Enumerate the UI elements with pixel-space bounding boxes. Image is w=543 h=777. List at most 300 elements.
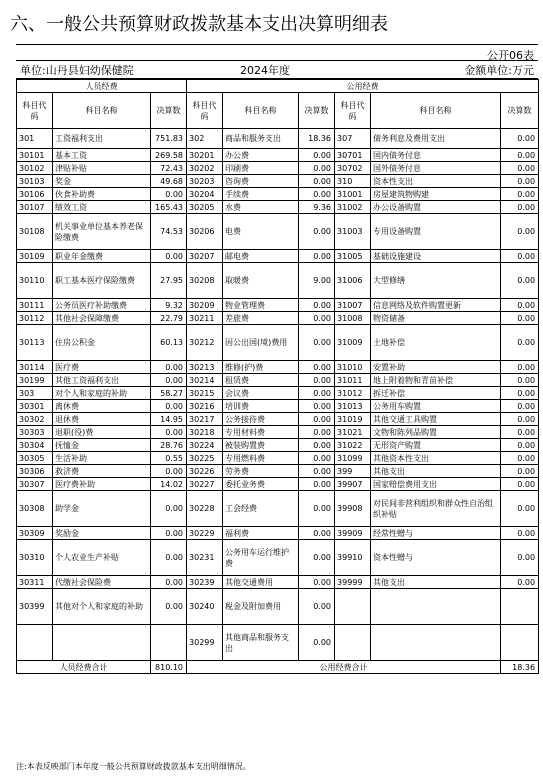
cell-name: 其他交通费用 bbox=[223, 576, 299, 589]
cell-name: 印刷费 bbox=[223, 162, 299, 175]
cell-name: 国家赔偿费用支出 bbox=[371, 478, 501, 491]
col-amount-header: 决算数 bbox=[501, 93, 539, 129]
cell-amount: 0.00 bbox=[501, 387, 539, 400]
cell-code: 30106 bbox=[17, 188, 53, 201]
info-bar bbox=[16, 60, 538, 79]
cell-amount: 0.00 bbox=[299, 527, 335, 540]
cell-code: 31005 bbox=[335, 250, 371, 263]
cell-code: 30208 bbox=[187, 263, 223, 299]
cell-code: 31002 bbox=[335, 201, 371, 214]
cell-amount: 0.00 bbox=[299, 478, 335, 491]
cell-name: 劳务费 bbox=[223, 465, 299, 478]
cell-name: 被装购置费 bbox=[223, 439, 299, 452]
cell-code: 30201 bbox=[187, 149, 223, 162]
cell-code bbox=[17, 625, 53, 661]
cell-name: 公务员医疗补助缴费 bbox=[53, 299, 151, 312]
cell-code: 30111 bbox=[17, 299, 53, 312]
cell-name: 拆迁补偿 bbox=[371, 387, 501, 400]
cell-name: 土地补偿 bbox=[371, 325, 501, 361]
col-amount-header: 决算数 bbox=[299, 93, 335, 129]
cell-code: 30299 bbox=[187, 625, 223, 661]
cell-code: 30204 bbox=[187, 188, 223, 201]
cell-code: 31012 bbox=[335, 387, 371, 400]
personnel-total-label: 人员经费合计 bbox=[17, 661, 151, 674]
col-name-header: 科目名称 bbox=[53, 93, 151, 129]
cell-amount: 60.13 bbox=[151, 325, 187, 361]
cell-code: 310 bbox=[335, 175, 371, 188]
cell-code: 39909 bbox=[335, 527, 371, 540]
cell-name: 退休费 bbox=[53, 413, 151, 426]
cell-name: 医疗费 bbox=[53, 361, 151, 374]
cell-code: 30302 bbox=[17, 413, 53, 426]
cell-code: 301 bbox=[17, 129, 53, 149]
cell-code: 30101 bbox=[17, 149, 53, 162]
cell-code bbox=[335, 625, 371, 661]
table-row bbox=[17, 129, 539, 149]
cell-code: 30112 bbox=[17, 312, 53, 325]
cell-name: 代缴社会保险费 bbox=[53, 576, 151, 589]
table-row bbox=[17, 400, 539, 413]
cell-name: 无形资产购置 bbox=[371, 439, 501, 452]
cell-amount: 0.00 bbox=[501, 413, 539, 426]
cell-amount: 0.00 bbox=[151, 576, 187, 589]
table-row bbox=[17, 162, 539, 175]
cell-amount: 0.00 bbox=[299, 188, 335, 201]
cell-amount: 27.95 bbox=[151, 263, 187, 299]
year-label: 2024年度 bbox=[240, 63, 290, 77]
group-header-row bbox=[17, 80, 539, 93]
cell-name: 其他工资福利支出 bbox=[53, 374, 151, 387]
cell-name bbox=[53, 625, 151, 661]
cell-code: 39908 bbox=[335, 491, 371, 527]
cell-name: 会议费 bbox=[223, 387, 299, 400]
cell-amount: 0.00 bbox=[151, 465, 187, 478]
cell-name: 基本工资 bbox=[53, 149, 151, 162]
cell-code: 307 bbox=[335, 129, 371, 149]
cell-code: 31013 bbox=[335, 400, 371, 413]
cell-name: 生活补助 bbox=[53, 452, 151, 465]
cell-amount: 0.00 bbox=[151, 188, 187, 201]
cell-amount: 0.00 bbox=[501, 374, 539, 387]
cell-amount: 0.00 bbox=[501, 250, 539, 263]
cell-amount: 0.00 bbox=[151, 361, 187, 374]
cell-amount: 0.00 bbox=[151, 250, 187, 263]
cell-code: 30239 bbox=[187, 576, 223, 589]
cell-name: 奖金 bbox=[53, 175, 151, 188]
cell-code: 30228 bbox=[187, 491, 223, 527]
cell-name: 资本性支出 bbox=[371, 175, 501, 188]
cell-amount: 0.00 bbox=[299, 387, 335, 400]
cell-code: 30206 bbox=[187, 214, 223, 250]
cell-amount: 751.83 bbox=[151, 129, 187, 149]
cell-name: 办公设备购置 bbox=[371, 201, 501, 214]
cell-amount: 0.00 bbox=[501, 439, 539, 452]
cell-name: 助学金 bbox=[53, 491, 151, 527]
cell-name: 其他交通工具购置 bbox=[371, 413, 501, 426]
cell-code: 31019 bbox=[335, 413, 371, 426]
cell-name: 培训费 bbox=[223, 400, 299, 413]
cell-name: 其他对个人和家庭的补助 bbox=[53, 589, 151, 625]
cell-code: 31022 bbox=[335, 439, 371, 452]
footnote: 注:本表反映部门本年度一般公共预算财政拨款基本支出明细情况。 bbox=[16, 762, 251, 771]
cell-name: 对个人和家庭的补助 bbox=[53, 387, 151, 400]
cell-name: 水费 bbox=[223, 201, 299, 214]
cell-code: 39907 bbox=[335, 478, 371, 491]
cell-code: 31007 bbox=[335, 299, 371, 312]
cell-amount: 0.00 bbox=[501, 478, 539, 491]
cell-amount: 0.00 bbox=[501, 576, 539, 589]
cell-code: 39910 bbox=[335, 540, 371, 576]
table-row bbox=[17, 175, 539, 188]
cell-code: 39999 bbox=[335, 576, 371, 589]
col-name-header: 科目名称 bbox=[223, 93, 299, 129]
cell-code: 30231 bbox=[187, 540, 223, 576]
cell-code: 30240 bbox=[187, 589, 223, 625]
cell-amount: 9.00 bbox=[299, 263, 335, 299]
cell-amount: 0.00 bbox=[151, 589, 187, 625]
cell-name: 职工基本医疗保险缴费 bbox=[53, 263, 151, 299]
cell-name: 公务接待费 bbox=[223, 413, 299, 426]
cell-amount: 0.00 bbox=[299, 491, 335, 527]
cell-name: 公务用车运行维护费 bbox=[223, 540, 299, 576]
cell-name: 租赁费 bbox=[223, 374, 299, 387]
cell-name: 商品和服务支出 bbox=[223, 129, 299, 149]
cell-name: 公务用车购置 bbox=[371, 400, 501, 413]
cell-amount: 0.00 bbox=[501, 129, 539, 149]
cell-code: 31011 bbox=[335, 374, 371, 387]
cell-amount: 0.00 bbox=[299, 400, 335, 413]
cell-code: 30113 bbox=[17, 325, 53, 361]
cell-amount: 74.53 bbox=[151, 214, 187, 250]
table-row bbox=[17, 452, 539, 465]
table-row bbox=[17, 625, 539, 661]
cell-amount: 28.76 bbox=[151, 439, 187, 452]
cell-amount: 0.00 bbox=[299, 413, 335, 426]
col-code-header: 科目代码 bbox=[17, 93, 53, 129]
cell-amount: 0.00 bbox=[299, 361, 335, 374]
table-row bbox=[17, 491, 539, 527]
cell-amount: 72.43 bbox=[151, 162, 187, 175]
cell-name: 国内债务付息 bbox=[371, 149, 501, 162]
cell-name: 工会经费 bbox=[223, 491, 299, 527]
cell-amount: 0.00 bbox=[501, 540, 539, 576]
cell-name: 绩效工资 bbox=[53, 201, 151, 214]
table-row bbox=[17, 439, 539, 452]
cell-code: 30211 bbox=[187, 312, 223, 325]
table-row bbox=[17, 413, 539, 426]
expenditure-table bbox=[16, 79, 539, 674]
cell-code: 302 bbox=[187, 129, 223, 149]
cell-code: 30199 bbox=[17, 374, 53, 387]
table-row bbox=[17, 201, 539, 214]
cell-name: 其他资本性支出 bbox=[371, 452, 501, 465]
public-total-label: 公用经费合计 bbox=[187, 661, 501, 674]
cell-code: 30305 bbox=[17, 452, 53, 465]
public-total-value: 18.36 bbox=[501, 661, 539, 674]
cell-code: 30209 bbox=[187, 299, 223, 312]
table-row bbox=[17, 263, 539, 299]
cell-name: 邮电费 bbox=[223, 250, 299, 263]
cell-code: 30307 bbox=[17, 478, 53, 491]
cell-amount: 58.27 bbox=[151, 387, 187, 400]
table-row bbox=[17, 387, 539, 400]
cell-name: 大型修缮 bbox=[371, 263, 501, 299]
cell-code: 30109 bbox=[17, 250, 53, 263]
table-row bbox=[17, 299, 539, 312]
page-title: 六、一般公共预算财政拨款基本支出决算明细表 bbox=[10, 14, 388, 35]
cell-amount: 0.00 bbox=[501, 400, 539, 413]
cell-amount: 9.32 bbox=[151, 299, 187, 312]
cell-amount: 0.00 bbox=[151, 540, 187, 576]
cell-amount: 18.36 bbox=[299, 129, 335, 149]
cell-name: 债务利息及费用支出 bbox=[371, 129, 501, 149]
cell-code: 30227 bbox=[187, 478, 223, 491]
table-row bbox=[17, 325, 539, 361]
cell-name: 奖励金 bbox=[53, 527, 151, 540]
cell-code: 30226 bbox=[187, 465, 223, 478]
cell-code: 30110 bbox=[17, 263, 53, 299]
cell-name: 手续费 bbox=[223, 188, 299, 201]
cell-name bbox=[371, 589, 501, 625]
table-row bbox=[17, 250, 539, 263]
cell-name: 物业管理费 bbox=[223, 299, 299, 312]
col-name-header: 科目名称 bbox=[371, 93, 501, 129]
cell-amount: 0.00 bbox=[299, 325, 335, 361]
cell-code: 30311 bbox=[17, 576, 53, 589]
cell-code: 31008 bbox=[335, 312, 371, 325]
cell-code: 30224 bbox=[187, 439, 223, 452]
cell-amount: 0.00 bbox=[299, 250, 335, 263]
cell-amount: 0.00 bbox=[299, 426, 335, 439]
cell-code: 31006 bbox=[335, 263, 371, 299]
cell-name: 救济费 bbox=[53, 465, 151, 478]
cell-amount: 0.00 bbox=[151, 374, 187, 387]
cell-code: 30216 bbox=[187, 400, 223, 413]
cell-name: 退职(役)费 bbox=[53, 426, 151, 439]
cell-code: 30107 bbox=[17, 201, 53, 214]
cell-code: 30203 bbox=[187, 175, 223, 188]
cell-code: 30309 bbox=[17, 527, 53, 540]
cell-amount: 0.00 bbox=[501, 465, 539, 478]
column-header-row bbox=[17, 93, 539, 129]
table-row bbox=[17, 188, 539, 201]
cell-name: 物资储备 bbox=[371, 312, 501, 325]
cell-name: 信息网络及软件购置更新 bbox=[371, 299, 501, 312]
cell-code: 30108 bbox=[17, 214, 53, 250]
cell-name: 机关事业单位基本养老保险缴费 bbox=[53, 214, 151, 250]
cell-code: 30310 bbox=[17, 540, 53, 576]
table-body bbox=[17, 129, 539, 661]
cell-name: 抚恤金 bbox=[53, 439, 151, 452]
cell-name: 医疗费补助 bbox=[53, 478, 151, 491]
cell-amount: 0.00 bbox=[501, 175, 539, 188]
cell-code: 30306 bbox=[17, 465, 53, 478]
cell-amount: 0.00 bbox=[299, 576, 335, 589]
cell-code: 31010 bbox=[335, 361, 371, 374]
cell-amount: 49.68 bbox=[151, 175, 187, 188]
table-row bbox=[17, 426, 539, 439]
cell-name: 专用设备购置 bbox=[371, 214, 501, 250]
cell-amount bbox=[501, 625, 539, 661]
personnel-group-header: 人员经费 bbox=[17, 80, 187, 93]
cell-amount: 0.00 bbox=[299, 374, 335, 387]
cell-amount: 0.00 bbox=[299, 465, 335, 478]
cell-code: 30308 bbox=[17, 491, 53, 527]
cell-code: 30207 bbox=[187, 250, 223, 263]
cell-amount: 22.79 bbox=[151, 312, 187, 325]
cell-amount: 0.00 bbox=[501, 263, 539, 299]
cell-amount: 0.00 bbox=[299, 214, 335, 250]
cell-amount: 0.00 bbox=[501, 426, 539, 439]
cell-amount: 0.00 bbox=[151, 527, 187, 540]
cell-name: 福利费 bbox=[223, 527, 299, 540]
cell-code: 30212 bbox=[187, 325, 223, 361]
cell-name: 工资福利支出 bbox=[53, 129, 151, 149]
cell-amount: 269.58 bbox=[151, 149, 187, 162]
totals-row bbox=[17, 661, 539, 674]
cell-name: 职业年金缴费 bbox=[53, 250, 151, 263]
cell-amount: 0.00 bbox=[501, 491, 539, 527]
cell-amount: 0.00 bbox=[151, 426, 187, 439]
cell-code: 30102 bbox=[17, 162, 53, 175]
cell-code: 30213 bbox=[187, 361, 223, 374]
cell-name: 取暖费 bbox=[223, 263, 299, 299]
cell-code: 30304 bbox=[17, 439, 53, 452]
cell-name: 差旅费 bbox=[223, 312, 299, 325]
cell-amount: 0.00 bbox=[501, 188, 539, 201]
cell-amount: 0.00 bbox=[501, 325, 539, 361]
cell-name: 办公费 bbox=[223, 149, 299, 162]
cell-amount: 0.00 bbox=[299, 439, 335, 452]
cell-code: 303 bbox=[17, 387, 53, 400]
cell-code: 30218 bbox=[187, 426, 223, 439]
cell-code: 30225 bbox=[187, 452, 223, 465]
cell-amount: 0.00 bbox=[299, 312, 335, 325]
cell-amount bbox=[501, 589, 539, 625]
cell-name: 文物和陈列品购置 bbox=[371, 426, 501, 439]
cell-code: 30701 bbox=[335, 149, 371, 162]
cell-amount: 0.00 bbox=[501, 312, 539, 325]
cell-amount: 0.00 bbox=[299, 149, 335, 162]
table-row bbox=[17, 312, 539, 325]
cell-code: 30103 bbox=[17, 175, 53, 188]
cell-name: 专用材料费 bbox=[223, 426, 299, 439]
cell-name: 伙食补助费 bbox=[53, 188, 151, 201]
col-code-header: 科目代码 bbox=[335, 93, 371, 129]
col-code-header: 科目代码 bbox=[187, 93, 223, 129]
cell-name: 其他社会保障缴费 bbox=[53, 312, 151, 325]
cell-name: 住房公积金 bbox=[53, 325, 151, 361]
cell-amount: 165.43 bbox=[151, 201, 187, 214]
cell-amount: 9.36 bbox=[299, 201, 335, 214]
cell-code: 30702 bbox=[335, 162, 371, 175]
cell-amount: 0.00 bbox=[501, 452, 539, 465]
cell-amount: 0.00 bbox=[501, 299, 539, 312]
cell-amount: 0.00 bbox=[151, 400, 187, 413]
cell-code: 30229 bbox=[187, 527, 223, 540]
cell-name: 其他支出 bbox=[371, 465, 501, 478]
cell-amount: 0.00 bbox=[299, 452, 335, 465]
public-group-header: 公用经费 bbox=[187, 80, 539, 93]
cell-name: 安置补助 bbox=[371, 361, 501, 374]
cell-code: 399 bbox=[335, 465, 371, 478]
cell-code: 31009 bbox=[335, 325, 371, 361]
cell-code: 30202 bbox=[187, 162, 223, 175]
cell-code: 31003 bbox=[335, 214, 371, 250]
cell-amount: 0.00 bbox=[299, 540, 335, 576]
cell-code: 30215 bbox=[187, 387, 223, 400]
cell-name: 资本性赠与 bbox=[371, 540, 501, 576]
report-container bbox=[16, 44, 538, 674]
cell-amount: 14.95 bbox=[151, 413, 187, 426]
cell-name: 对民间非营利组织和群众性自治组织补贴 bbox=[371, 491, 501, 527]
cell-amount: 0.00 bbox=[299, 162, 335, 175]
col-amount-header: 决算数 bbox=[151, 93, 187, 129]
cell-name: 电费 bbox=[223, 214, 299, 250]
cell-code: 30399 bbox=[17, 589, 53, 625]
cell-code: 30217 bbox=[187, 413, 223, 426]
table-number: 公开06表 bbox=[487, 49, 534, 62]
cell-name: 专用燃料费 bbox=[223, 452, 299, 465]
table-row bbox=[17, 214, 539, 250]
cell-name: 咨询费 bbox=[223, 175, 299, 188]
cell-name: 其他支出 bbox=[371, 576, 501, 589]
cell-name: 个人农业生产补贴 bbox=[53, 540, 151, 576]
cell-amount: 0.00 bbox=[501, 214, 539, 250]
cell-code: 30303 bbox=[17, 426, 53, 439]
cell-amount: 14.02 bbox=[151, 478, 187, 491]
cell-code: 30205 bbox=[187, 201, 223, 214]
cell-code: 31099 bbox=[335, 452, 371, 465]
cell-name: 国外债务付息 bbox=[371, 162, 501, 175]
cell-name: 基础设施建设 bbox=[371, 250, 501, 263]
cell-amount: 0.55 bbox=[151, 452, 187, 465]
unit-label: 单位:山丹县妇幼保健院 bbox=[20, 63, 134, 77]
table-row bbox=[17, 478, 539, 491]
cell-amount bbox=[151, 625, 187, 661]
cell-name: 房屋建筑物购建 bbox=[371, 188, 501, 201]
cell-amount: 0.00 bbox=[501, 201, 539, 214]
currency-label: 金额单位:万元 bbox=[464, 63, 534, 77]
cell-amount: 0.00 bbox=[299, 625, 335, 661]
cell-name: 因公出国(境)费用 bbox=[223, 325, 299, 361]
cell-name: 经常性赠与 bbox=[371, 527, 501, 540]
cell-amount: 0.00 bbox=[501, 162, 539, 175]
cell-code: 31021 bbox=[335, 426, 371, 439]
table-row bbox=[17, 149, 539, 162]
cell-amount: 0.00 bbox=[299, 175, 335, 188]
cell-name bbox=[371, 625, 501, 661]
cell-name: 维修(护)费 bbox=[223, 361, 299, 374]
cell-code: 30301 bbox=[17, 400, 53, 413]
cell-amount: 0.00 bbox=[501, 527, 539, 540]
cell-code: 31001 bbox=[335, 188, 371, 201]
cell-name: 委托业务费 bbox=[223, 478, 299, 491]
cell-code bbox=[335, 589, 371, 625]
cell-name: 津贴补贴 bbox=[53, 162, 151, 175]
cell-name: 其他商品和服务支出 bbox=[223, 625, 299, 661]
table-row bbox=[17, 540, 539, 576]
table-row bbox=[17, 576, 539, 589]
cell-code: 30114 bbox=[17, 361, 53, 374]
cell-amount: 0.00 bbox=[151, 491, 187, 527]
table-row bbox=[17, 374, 539, 387]
personnel-total-value: 810.10 bbox=[151, 661, 187, 674]
cell-amount: 0.00 bbox=[501, 361, 539, 374]
cell-name: 地上附着物和青苗补偿 bbox=[371, 374, 501, 387]
table-row bbox=[17, 465, 539, 478]
cell-amount: 0.00 bbox=[299, 589, 335, 625]
